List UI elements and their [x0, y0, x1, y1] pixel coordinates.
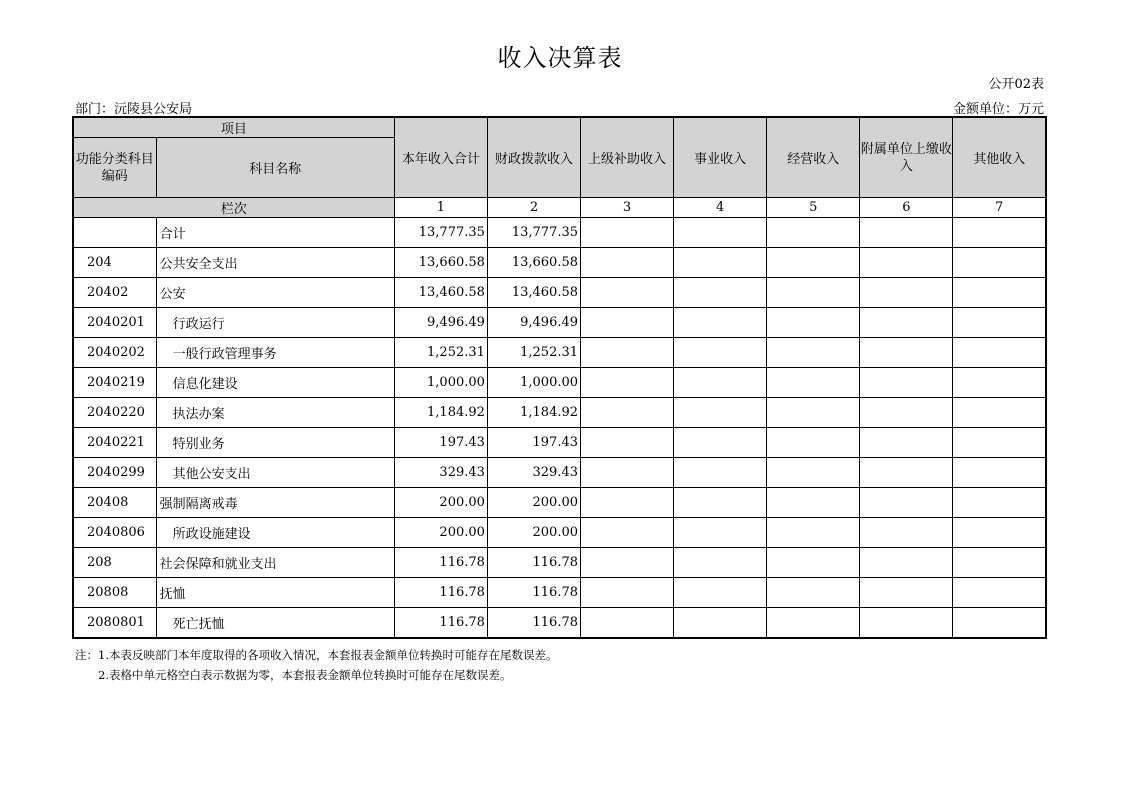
footnote-2: 2.表格中单元格空白表示数据为零，本套报表金额单位转换时可能存在尾数误差。: [98, 668, 512, 682]
business-cell: [674, 248, 767, 278]
lanci-header: 栏次: [73, 198, 394, 218]
subject-code-cell: 204: [73, 248, 156, 278]
col-business-header: 事业收入: [674, 117, 767, 198]
fiscal-income-cell: 9,496.49: [487, 308, 580, 338]
subject-name-cell: 社会保障和就业支出: [156, 548, 394, 578]
affiliated-cell: [860, 278, 953, 308]
affiliated-cell: [860, 458, 953, 488]
total-income-cell: 1,184.92: [394, 398, 487, 428]
other-cell: [953, 488, 1046, 518]
table-row: [73, 278, 1046, 308]
col-subsidy-header: 上级补助收入: [581, 117, 674, 198]
col-operating-header: 经营收入: [767, 117, 860, 198]
col-index: 7: [953, 198, 1046, 218]
total-income-cell: 329.43: [394, 458, 487, 488]
fiscal-income-cell: 13,777.35: [487, 218, 580, 248]
operating-cell: [767, 218, 860, 248]
operating-cell: [767, 578, 860, 608]
total-income-cell: 200.00: [394, 518, 487, 548]
business-cell: [674, 308, 767, 338]
business-cell: [674, 458, 767, 488]
table-row: [73, 248, 1046, 278]
subsidy-cell: [581, 308, 674, 338]
operating-cell: [767, 548, 860, 578]
subsidy-cell: [581, 518, 674, 548]
business-cell: [674, 398, 767, 428]
subject-name-cell: 抚恤: [156, 578, 394, 608]
other-cell: [953, 218, 1046, 248]
business-cell: [674, 578, 767, 608]
subject-code-cell: 2040220: [73, 398, 156, 428]
table-row: [73, 428, 1046, 458]
amount-unit-label: 金额单位：万元: [952, 102, 1044, 117]
total-income-cell: 116.78: [394, 548, 487, 578]
subsidy-cell: [581, 338, 674, 368]
operating-cell: [767, 308, 860, 338]
other-cell: [953, 518, 1046, 548]
operating-cell: [767, 518, 860, 548]
affiliated-cell: [860, 398, 953, 428]
subject-name-cell: 公安: [156, 278, 394, 308]
total-income-cell: 13,777.35: [394, 218, 487, 248]
col-index: 6: [860, 198, 953, 218]
fiscal-income-cell: 116.78: [487, 578, 580, 608]
total-income-cell: 200.00: [394, 488, 487, 518]
col-index: 5: [767, 198, 860, 218]
col-index: 4: [674, 198, 767, 218]
total-income-cell: 1,000.00: [394, 368, 487, 398]
business-cell: [674, 278, 767, 308]
col-other-header: 其他收入: [953, 117, 1046, 198]
subject-code-cell: 20408: [73, 488, 156, 518]
total-income-cell: 13,460.58: [394, 278, 487, 308]
other-cell: [953, 458, 1046, 488]
subject-code-cell: 2080801: [73, 608, 156, 638]
subsidy-cell: [581, 578, 674, 608]
subsidy-cell: [581, 248, 674, 278]
affiliated-cell: [860, 248, 953, 278]
subsidy-cell: [581, 458, 674, 488]
subsidy-cell: [581, 368, 674, 398]
subject-name-cell: 一般行政管理事务: [156, 338, 394, 368]
total-income-cell: 116.78: [394, 608, 487, 638]
business-cell: [674, 488, 767, 518]
operating-cell: [767, 488, 860, 518]
subsidy-cell: [581, 218, 674, 248]
other-cell: [953, 428, 1046, 458]
business-cell: [674, 518, 767, 548]
fiscal-income-cell: 116.78: [487, 608, 580, 638]
subject-code-cell: 2040219: [73, 368, 156, 398]
fiscal-income-cell: 200.00: [487, 488, 580, 518]
business-cell: [674, 548, 767, 578]
operating-cell: [767, 458, 860, 488]
subject-code-cell: 2040806: [73, 518, 156, 548]
subject-name-cell: 死亡抚恤: [156, 608, 394, 638]
fiscal-income-cell: 197.43: [487, 428, 580, 458]
fiscal-income-cell: 1,184.92: [487, 398, 580, 428]
subject-name-cell: 合计: [156, 218, 394, 248]
form-number: 公开02表: [988, 77, 1044, 92]
table-row: [73, 338, 1046, 368]
affiliated-cell: [860, 218, 953, 248]
affiliated-cell: [860, 428, 953, 458]
col-total-header: 本年收入合计: [394, 117, 487, 198]
subject-name-cell: 强制隔离戒毒: [156, 488, 394, 518]
operating-cell: [767, 398, 860, 428]
other-cell: [953, 248, 1046, 278]
operating-cell: [767, 428, 860, 458]
subsidy-cell: [581, 278, 674, 308]
total-income-cell: 197.43: [394, 428, 487, 458]
affiliated-cell: [860, 368, 953, 398]
subject-name-cell: 所政设施建设: [156, 518, 394, 548]
fiscal-income-cell: 13,660.58: [487, 248, 580, 278]
subject-name-cell: 信息化建设: [156, 368, 394, 398]
table-row: [73, 218, 1046, 248]
subject-code-cell: 20402: [73, 278, 156, 308]
subsidy-cell: [581, 548, 674, 578]
name-col-header: 科目名称: [156, 138, 394, 198]
other-cell: [953, 368, 1046, 398]
code-col-header: 功能分类科目编码: [73, 138, 156, 198]
table-row: [73, 548, 1046, 578]
operating-cell: [767, 608, 860, 638]
business-cell: [674, 428, 767, 458]
subsidy-cell: [581, 608, 674, 638]
col-index: 3: [581, 198, 674, 218]
business-cell: [674, 338, 767, 368]
total-income-cell: 116.78: [394, 578, 487, 608]
subject-name-cell: 其他公安支出: [156, 458, 394, 488]
other-cell: [953, 398, 1046, 428]
operating-cell: [767, 338, 860, 368]
business-cell: [674, 368, 767, 398]
fiscal-income-cell: 200.00: [487, 518, 580, 548]
table-row: [73, 368, 1046, 398]
affiliated-cell: [860, 488, 953, 518]
affiliated-cell: [860, 518, 953, 548]
subject-name-cell: 行政运行: [156, 308, 394, 338]
footnotes: [75, 645, 557, 685]
table-row: [73, 608, 1046, 638]
fiscal-income-cell: 116.78: [487, 548, 580, 578]
other-cell: [953, 548, 1046, 578]
table-row: [73, 308, 1046, 338]
subsidy-cell: [581, 398, 674, 428]
subject-code-cell: 2040299: [73, 458, 156, 488]
business-cell: [674, 608, 767, 638]
fiscal-income-cell: 329.43: [487, 458, 580, 488]
subject-code-cell: 2040201: [73, 308, 156, 338]
subsidy-cell: [581, 488, 674, 518]
subject-code-cell: 2040202: [73, 338, 156, 368]
affiliated-cell: [860, 578, 953, 608]
col-affiliated-header: 附属单位上缴收入: [860, 117, 953, 198]
col-index: 1: [394, 198, 487, 218]
subject-code-cell: 20808: [73, 578, 156, 608]
page-title: 收入决算表: [497, 44, 623, 72]
table-row: [73, 518, 1046, 548]
total-income-cell: 13,660.58: [394, 248, 487, 278]
other-cell: [953, 278, 1046, 308]
operating-cell: [767, 278, 860, 308]
fiscal-income-cell: 1,000.00: [487, 368, 580, 398]
col-index: 2: [487, 198, 580, 218]
table-row: [73, 578, 1046, 608]
income-table: [72, 116, 1047, 639]
subject-name-cell: 执法办案: [156, 398, 394, 428]
affiliated-cell: [860, 338, 953, 368]
affiliated-cell: [860, 308, 953, 338]
operating-cell: [767, 368, 860, 398]
table-row: [73, 398, 1046, 428]
other-cell: [953, 608, 1046, 638]
total-income-cell: 1,252.31: [394, 338, 487, 368]
table-row: [73, 458, 1046, 488]
business-cell: [674, 218, 767, 248]
fiscal-income-cell: 13,460.58: [487, 278, 580, 308]
col-fiscal-header: 财政拨款收入: [487, 117, 580, 198]
department-label: 部门：沅陵县公安局: [75, 102, 193, 117]
affiliated-cell: [860, 608, 953, 638]
table-row: [73, 488, 1046, 518]
other-cell: [953, 578, 1046, 608]
subject-code-cell: 2040221: [73, 428, 156, 458]
subject-name-cell: 特别业务: [156, 428, 394, 458]
subject-code-cell: [73, 218, 156, 248]
subject-name-cell: 公共安全支出: [156, 248, 394, 278]
total-income-cell: 9,496.49: [394, 308, 487, 338]
subsidy-cell: [581, 428, 674, 458]
other-cell: [953, 338, 1046, 368]
subject-code-cell: 208: [73, 548, 156, 578]
affiliated-cell: [860, 548, 953, 578]
operating-cell: [767, 248, 860, 278]
fiscal-income-cell: 1,252.31: [487, 338, 580, 368]
other-cell: [953, 308, 1046, 338]
footnote-1: 注：1.本表反映部门本年度取得的各项收入情况，本套报表金额单位转换时可能存在尾数误差。: [75, 648, 558, 662]
project-header: 项目: [73, 117, 394, 138]
